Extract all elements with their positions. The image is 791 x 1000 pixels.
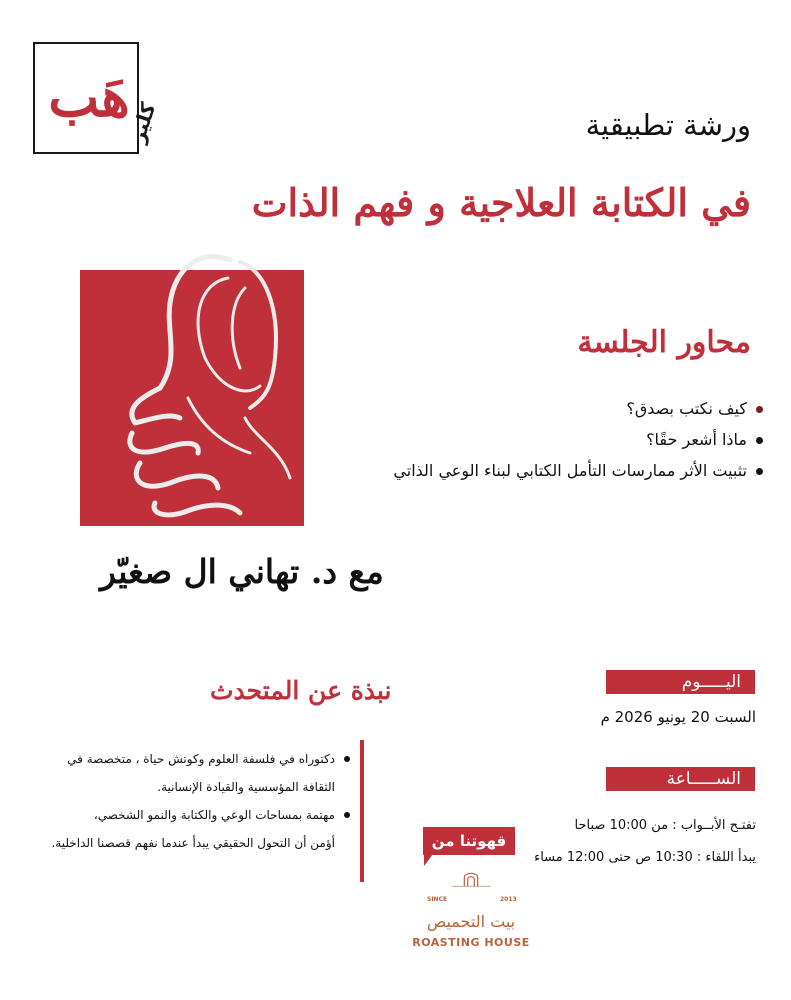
- bio-list: [20, 745, 350, 857]
- time-label: الســـــاعة: [606, 767, 755, 791]
- bio-divider: [360, 740, 364, 882]
- session-list: [393, 393, 763, 486]
- bullet-icon: [344, 756, 350, 762]
- day-label: اليـــــوم: [606, 670, 755, 694]
- hijab-illustration: [80, 248, 306, 526]
- list-item: ماذا أشعر حقًا؟: [393, 424, 763, 455]
- start-time: يبدأ اللقاء : 10:30 ص حتى 12:00 مساء: [534, 850, 756, 865]
- sponsor-bubble: قهوتنا من: [423, 827, 515, 855]
- workshop-title: في الكتابة العلاجية و فهم الذات: [251, 180, 751, 225]
- speaker-name: مع د. تهاني ال صغيّر: [100, 552, 384, 591]
- logo-mark: هَب: [48, 65, 130, 129]
- since-year: 2013: [500, 896, 517, 903]
- since-label: SINCE: [427, 896, 448, 903]
- sponsor-name-en: ROASTING HOUSE: [412, 936, 530, 949]
- bio-title: نبذة عن المتحدث: [210, 676, 392, 705]
- workshop-label: ورشة تطبيقية: [585, 108, 751, 142]
- logo-subtext: كلير: [125, 99, 161, 146]
- list-item: دكتوراه في فلسفة العلوم وكوتش حياة ، متخصصة في الثقافة المؤسسية والقيادة الإنسانية.: [20, 745, 350, 801]
- brand-logo: [33, 42, 159, 162]
- list-item: تثبيت الأثر ممارسات التأمل الكتابي لبناء الوعي الذاتي: [393, 455, 763, 486]
- day-value: السبت 20 يونيو 2026 م: [600, 708, 756, 726]
- bullet-icon: [756, 468, 763, 475]
- list-item: كيف نكتب بصدق؟: [393, 393, 763, 424]
- bullet-icon: [756, 437, 763, 444]
- bullet-icon: [756, 406, 763, 413]
- bullet-icon: [344, 812, 350, 818]
- list-item: مهتمة بمساحات الوعي والكتابة والنمو الشخصي، أؤمن أن التحول الحقيقي يبدأ عندما نفهم قصصنا الداخلية.: [20, 801, 350, 857]
- sponsor-name-ar: بيت التحميص: [426, 912, 516, 931]
- arch-icon: [410, 870, 532, 910]
- doors-time: تفتـح الأبــواب : من 10:00 صباحا: [574, 818, 756, 833]
- session-title: محاور الجلسة: [577, 325, 751, 360]
- bubble-tail: [424, 854, 433, 866]
